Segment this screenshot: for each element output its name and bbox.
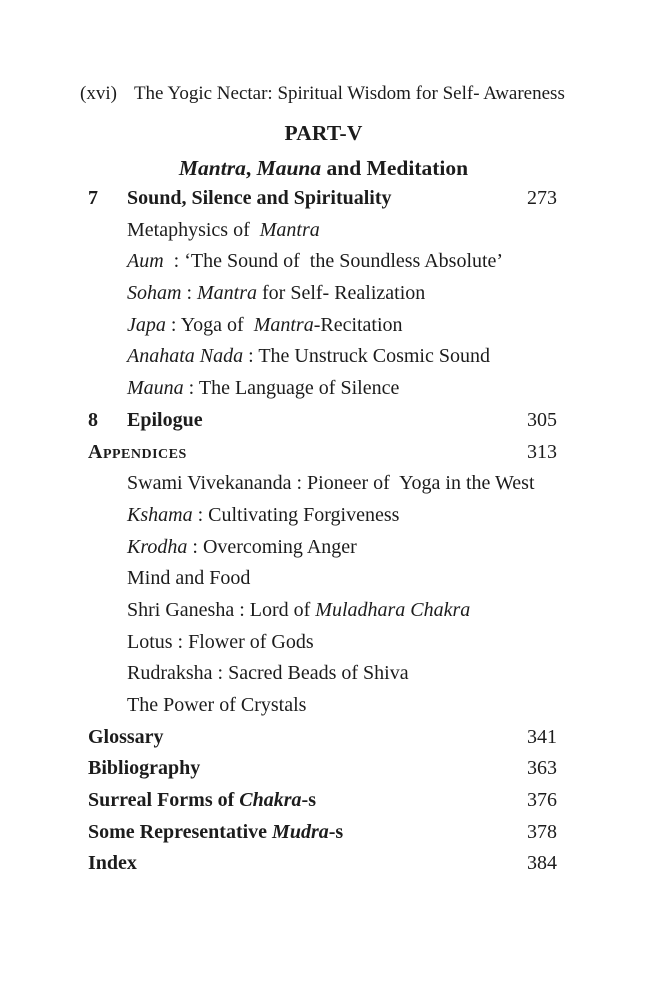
entry-page-number: 376 [527,789,557,812]
text-segment: Swami Vivekananda : Pioneer of Yoga in the West [127,472,535,495]
text-segment: Some Representative [88,820,273,843]
toc-row-chapter [0,183,647,215]
toc-row-back [0,848,647,880]
text-segment: Bibliography [88,757,201,780]
text-segment: Appendices [88,440,187,463]
entry-title [127,627,314,659]
entry-title [127,500,399,532]
entry-title [127,595,470,627]
chapter-number: 7 [88,187,98,209]
entry-title [127,373,399,405]
italic-term: Mantra [197,282,258,305]
text-segment: Mind and Food [127,567,251,590]
entry-title [88,753,200,785]
entry-title [88,848,137,880]
entry-page-number: 273 [527,187,557,209]
entry-title [127,341,490,373]
entry-title [127,563,250,595]
toc-row-item [0,500,647,532]
text-segment: Rudraksha : Sacred Beads of Shiva [127,662,409,685]
italic-term: Mauna [256,156,322,180]
text-segment: : The Unstruck Cosmic Sound [243,345,490,368]
text-segment: Index [88,852,137,875]
text-segment: and Meditation [321,156,469,180]
toc-row-back [0,722,647,754]
entry-title [88,785,316,817]
italic-term: Mantra [253,313,314,336]
entry-title [127,183,392,215]
text-segment: : The Language of Silence [183,377,400,400]
folio-page-label: (xvi) [80,83,117,104]
entry-title [88,817,343,849]
entry-title [127,215,320,247]
toc-row-item [0,532,647,564]
entry-title [88,722,164,754]
italic-term: Muladhara Chakra [315,598,471,621]
toc-row-back [0,785,647,817]
toc-row-item [0,341,647,373]
toc-row-item [0,215,647,247]
text-segment: : Yoga of [165,313,254,336]
italic-term: Krodha [127,535,188,558]
toc-row-item [0,310,647,342]
italic-term: Mantra [178,156,246,180]
entry-page-number: 378 [527,820,557,843]
toc-row-item [0,627,647,659]
toc-row-back [0,817,647,849]
italic-term: Kshama [127,503,193,526]
text-segment: Shri Ganesha : Lord of [127,598,316,621]
text-segment: for Self- Realization [257,282,426,305]
entry-title [127,532,357,564]
chapter-number: 8 [88,408,98,431]
text-segment: -s [328,820,344,843]
toc-row-back [0,753,647,785]
italic-term: Soham [127,282,182,305]
entry-title [127,468,535,500]
toc-row-item [0,468,647,500]
text-segment: : ‘The Sound of the Soundless Absolute’ [163,250,504,273]
text-segment: Metaphysics of [127,218,260,241]
entry-title [88,437,187,469]
toc-row-item [0,373,647,405]
text-segment: Lotus : Flower of Gods [127,630,314,653]
toc-row-item [0,563,647,595]
toc-list [0,183,647,880]
text-segment: Surreal Forms of [88,789,240,812]
toc-row-section [0,437,647,469]
italic-term: Mauna [127,377,184,400]
entry-title [127,246,503,278]
entry-page-number: 384 [527,852,557,875]
entry-page-number: 313 [527,440,557,463]
text-segment: The Power of Crystals [127,694,307,716]
entry-title [127,310,403,342]
toc-row-chapter [0,405,647,437]
text-segment: Glossary [88,725,164,748]
entry-page-number: 363 [527,757,557,780]
italic-term: Mudra [272,820,329,843]
entry-page-number: 305 [527,408,557,431]
entry-title [127,405,203,437]
entry-title [127,278,425,310]
entry-title [127,658,409,690]
italic-term: Chakra [239,789,302,812]
text-segment: -Recitation [313,313,403,336]
part-subtitle [0,155,647,182]
toc-row-item [0,278,647,310]
entry-page-number: 341 [527,725,557,748]
running-header [80,82,577,106]
entry-title [127,690,306,722]
italic-term: Anahata Nada [127,345,244,368]
running-book-title: The Yogic Nectar: Spiritual Wisdom for Self- Awareness [133,83,565,104]
part-heading: PART-V [284,121,363,145]
toc-row-item [0,595,647,627]
toc-row-item [0,690,647,722]
toc-row-item [0,658,647,690]
italic-term: Japa [127,313,166,336]
text-segment: : Cultivating Forgiveness [192,503,400,526]
toc-row-item [0,246,647,278]
text-segment: -s [301,789,316,812]
text-segment: Sound, Silence and Spirituality [127,187,392,209]
italic-term: Mantra [259,218,320,241]
text-segment: Epilogue [127,408,203,431]
italic-term: Aum [127,250,164,273]
text-segment: : Overcoming Anger [187,535,357,558]
text-segment: , [245,156,257,180]
text-segment: : [181,282,198,305]
